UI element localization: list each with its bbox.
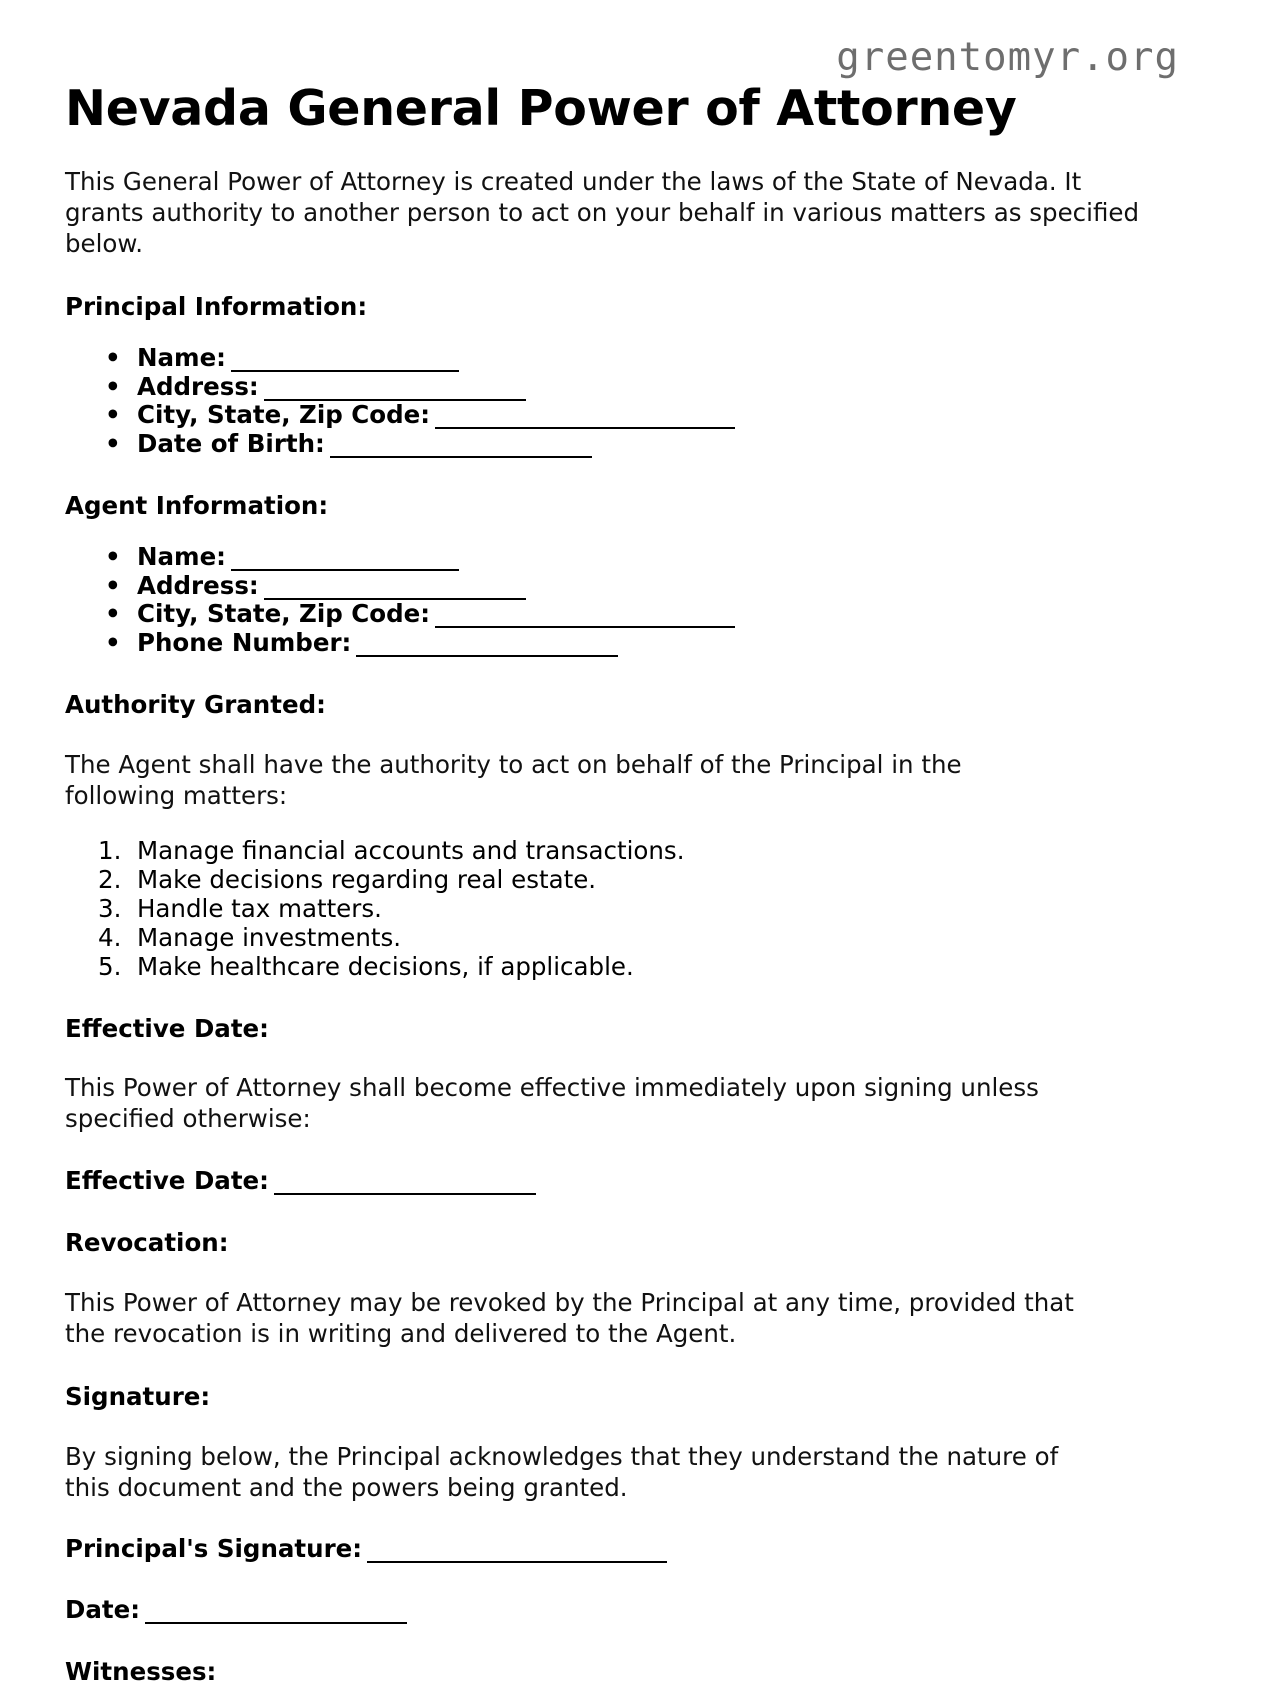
authority-intro-paragraph: The Agent shall have the authority to act on behalf of the Principal in the following matters:	[65, 749, 962, 810]
intro-paragraph: This General Power of Attorney is created under the laws of the State of Nevada. It grants authority to another person to act on your behalf in various matters as specified below.	[65, 166, 1140, 258]
heading-signature: Signature:	[65, 1382, 211, 1412]
field-label-agent-address: Address:	[137, 570, 259, 600]
effective-date-paragraph: This Power of Attorney shall become effective immediately upon signing unless specified otherwise:	[65, 1073, 1039, 1133]
list-item	[65, 373, 1182, 402]
field-label-agent-city-state-zip: City, State, Zip Code:	[137, 599, 431, 629]
list-item: Handle tax matters.	[137, 893, 382, 923]
field-label-principal-name: Name:	[137, 342, 226, 372]
heading-principal-information: Principal Information:	[65, 292, 368, 322]
field-label-principal-signature: Principal's Signature:	[65, 1534, 363, 1564]
field-label-agent-phone: Phone Number:	[137, 627, 352, 657]
field-label-effective-date: Effective Date:	[65, 1165, 269, 1195]
list-item: Make decisions regarding real estate.	[137, 864, 597, 894]
list-item	[65, 401, 1182, 430]
list-item: Make healthcare decisions, if applicable.	[137, 951, 634, 981]
principal-information-list	[65, 322, 1182, 459]
heading-authority-granted: Authority Granted:	[65, 690, 326, 720]
page-title: Nevada General Power of Attorney	[65, 80, 1017, 137]
field-label-date: Date:	[65, 1594, 140, 1624]
site-watermark: greentomyr.org	[836, 35, 1179, 80]
signature-paragraph: By signing below, the Principal acknowledges that they understand the nature of this document and the powers being granted.	[65, 1441, 1059, 1502]
field-blank-principal-dob[interactable]	[330, 456, 592, 458]
field-blank-principal-signature[interactable]	[367, 1561, 667, 1563]
list-item	[65, 543, 1182, 572]
field-label-agent-name: Name:	[137, 541, 226, 571]
field-blank-effective-date[interactable]	[274, 1193, 536, 1195]
list-item	[65, 430, 1182, 459]
list-item	[65, 572, 1182, 601]
agent-information-list	[65, 521, 1182, 658]
field-label-principal-dob: Date of Birth:	[137, 428, 325, 458]
revocation-paragraph: This Power of Attorney may be revoked by the Principal at any time, provided that the revocation is in writing and delivered to the Agent.	[65, 1287, 1074, 1348]
heading-witnesses: Witnesses:	[65, 1657, 217, 1687]
field-blank-agent-phone[interactable]	[356, 655, 618, 657]
principal-signature-field-row	[65, 1503, 1182, 1563]
list-item	[65, 600, 1182, 629]
heading-effective-date: Effective Date:	[65, 1013, 269, 1043]
field-label-principal-city-state-zip: City, State, Zip Code:	[137, 400, 431, 430]
effective-date-field-row	[65, 1135, 1182, 1195]
field-blank-date[interactable]	[145, 1622, 407, 1624]
heading-revocation: Revocation:	[65, 1228, 229, 1258]
heading-agent-information: Agent Information:	[65, 491, 329, 521]
list-item	[65, 344, 1182, 373]
list-item: Manage investments.	[137, 922, 402, 952]
list-item: Manage financial accounts and transactions.	[137, 835, 685, 865]
list-item	[65, 629, 1182, 658]
authority-granted-list	[65, 812, 1182, 981]
date-field-row	[65, 1564, 1182, 1624]
field-label-principal-address: Address:	[137, 371, 259, 401]
